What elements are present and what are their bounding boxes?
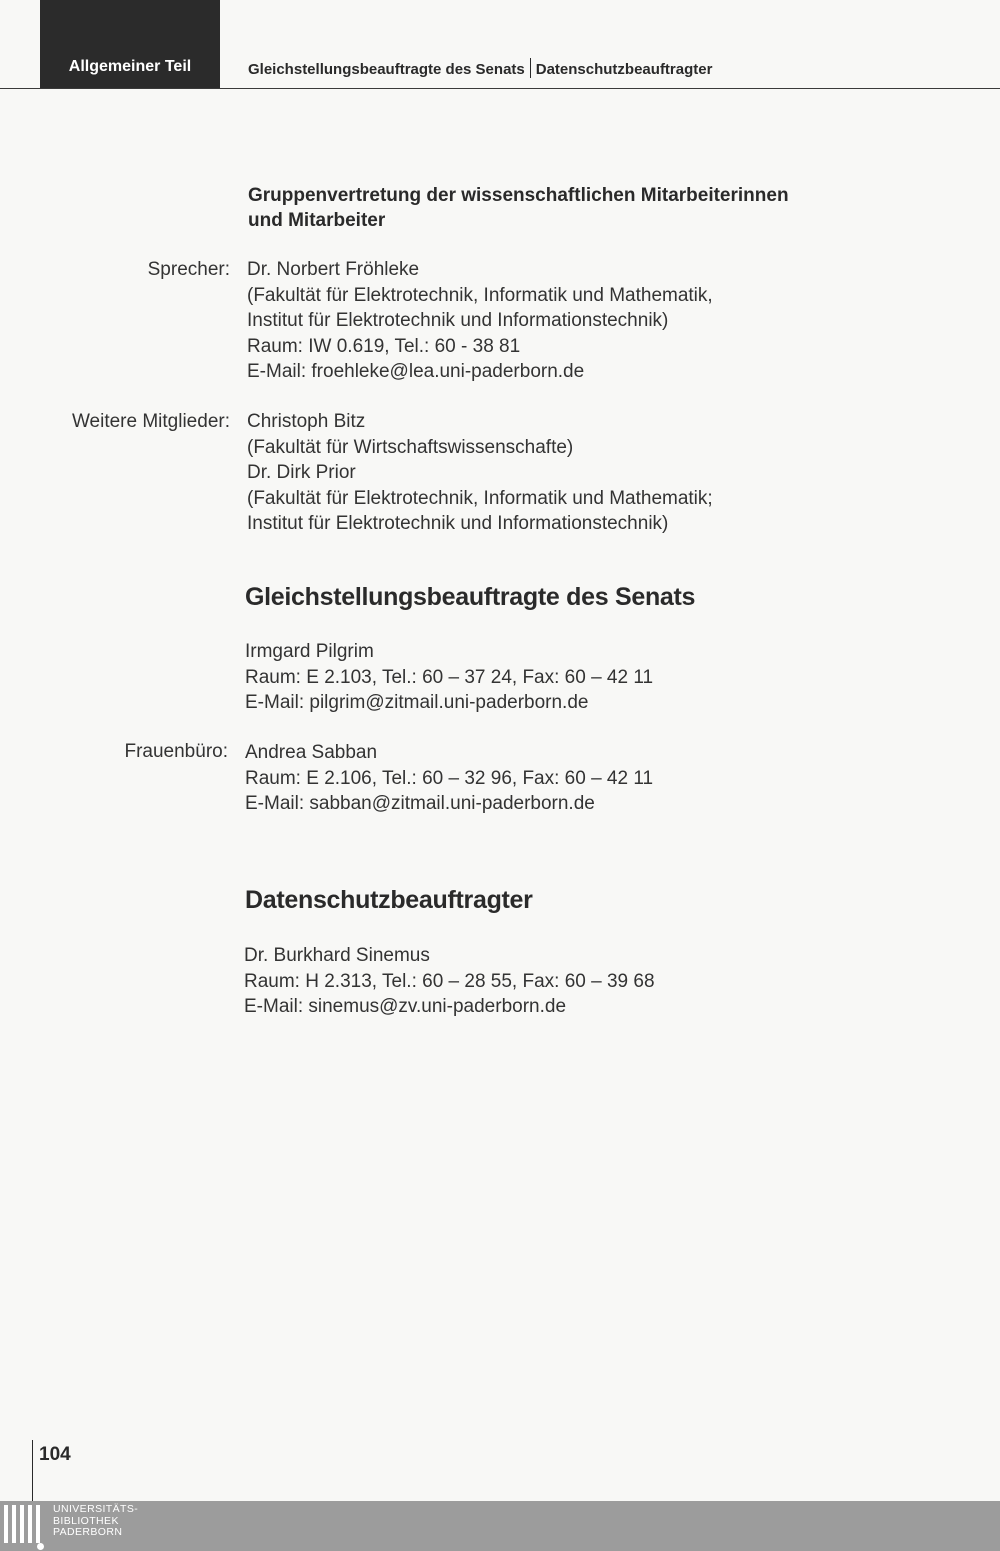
privacy-officer-room-phone: Raum: H 2.313, Tel.: 60 – 28 55, Fax: 60 – 39 68 xyxy=(244,970,655,992)
equality-officer-room-phone: Raum: E 2.103, Tel.: 60 – 37 24, Fax: 60 – 42 11 xyxy=(245,666,654,688)
speaker-faculty: (Fakultät für Elektrotechnik, Informatik und Mathematik, xyxy=(247,284,713,306)
member-1-name: Christoph Bitz xyxy=(247,411,366,432)
group-title-line-1: Gruppenvertretung der wissenschaftlichen Mitarbeiterinnen xyxy=(248,185,789,206)
office-block xyxy=(245,740,653,817)
member-2-institute: Institut für Elektrotechnik und Informationstechnik) xyxy=(247,513,669,535)
library-logo-bars-icon xyxy=(4,1505,40,1545)
equality-officer-name: Irmgard Pilgrim xyxy=(245,641,374,662)
speaker-name: Dr. Norbert Fröhleke xyxy=(247,259,420,280)
section-tab xyxy=(40,0,220,88)
running-head-separator xyxy=(530,58,531,78)
group-section-title xyxy=(248,183,848,233)
speaker-label: Sprecher: xyxy=(147,259,230,280)
members-block xyxy=(247,409,713,537)
speaker-institute: Institut für Elektrotechnik und Informationstechnik) xyxy=(247,310,669,332)
equality-section-title: Gleichstellungsbeauftragte des Senats xyxy=(245,583,696,611)
speaker-block xyxy=(247,257,713,385)
equality-officer-email: E-Mail: pilgrim@zitmail.uni-paderborn.de xyxy=(245,692,589,714)
office-room-phone: Raum: E 2.106, Tel.: 60 – 32 96, Fax: 60 – 42 11 xyxy=(245,767,654,789)
privacy-officer-email: E-Mail: sinemus@zv.uni-paderborn.de xyxy=(244,996,567,1018)
library-name-line-1: UNIVERSITÄTS- xyxy=(53,1503,139,1515)
page-number-rule xyxy=(32,1440,33,1502)
group-title-line-2: und Mitarbeiter xyxy=(248,210,386,231)
speaker-email: E-Mail: froehleke@lea.uni-paderborn.de xyxy=(247,361,585,383)
library-logo-dot-icon xyxy=(37,1543,44,1550)
section-tab-label: Allgemeiner Teil xyxy=(68,58,192,75)
library-name xyxy=(53,1504,138,1539)
office-label: Frauenbüro: xyxy=(124,741,228,762)
privacy-officer-block xyxy=(244,943,655,1020)
page-number: 104 xyxy=(39,1444,71,1465)
office-email: E-Mail: sabban@zitmail.uni-paderborn.de xyxy=(245,793,595,815)
running-head xyxy=(248,58,712,78)
member-1-faculty: (Fakultät für Wirtschaftswissenschafte) xyxy=(247,436,574,458)
speaker-room-phone: Raum: IW 0.619, Tel.: 60 - 38 81 xyxy=(247,335,521,357)
equality-officer-block xyxy=(245,639,653,716)
header-rule xyxy=(0,88,1000,89)
library-name-line-2: BIBLIOTHEK xyxy=(53,1514,119,1527)
office-contact-name: Andrea Sabban xyxy=(245,742,378,763)
privacy-officer-name: Dr. Burkhard Sinemus xyxy=(244,945,430,966)
member-2-faculty: (Fakultät für Elektrotechnik, Informatik und Mathematik; xyxy=(247,487,713,509)
member-2-name: Dr. Dirk Prior xyxy=(247,462,356,484)
library-footer xyxy=(0,1501,1000,1551)
running-head-right: Datenschutzbeauftragter xyxy=(535,61,713,78)
privacy-section-title: Datenschutzbeauftragter xyxy=(245,886,533,914)
running-head-left: Gleichstellungsbeauftragte des Senats xyxy=(248,61,525,78)
library-name-line-3: PADERBORN xyxy=(53,1526,123,1538)
members-label: Weitere Mitglieder: xyxy=(71,411,230,432)
